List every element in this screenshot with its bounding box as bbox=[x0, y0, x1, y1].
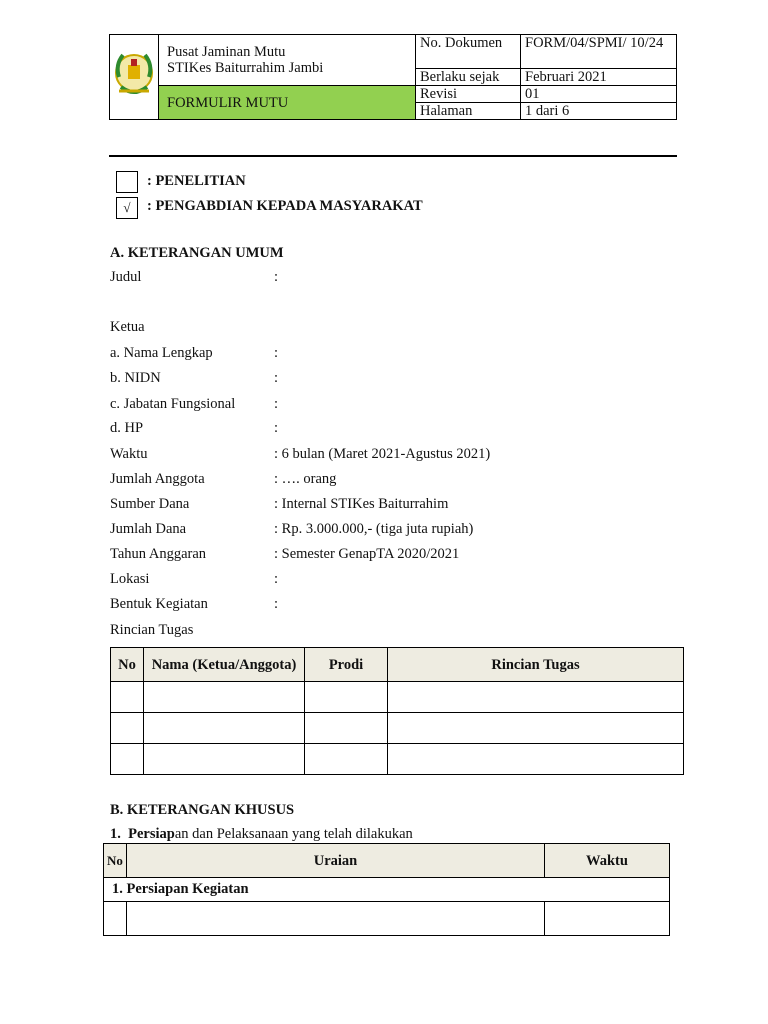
judul-colon: : bbox=[274, 269, 279, 285]
pengabdian-checkbox[interactable]: √ bbox=[116, 197, 138, 219]
table-cell[interactable] bbox=[305, 682, 388, 713]
field-label: Sumber Dana bbox=[110, 496, 190, 512]
table-row bbox=[104, 902, 670, 936]
rincian-tugas-label: Rincian Tugas bbox=[110, 622, 194, 638]
table-cell[interactable] bbox=[104, 902, 127, 936]
field-value: : Rp. 3.000.000,- (tiga juta rupiah) bbox=[274, 521, 474, 537]
doc-number-value: FORM/04/SPMI/ 10/24 bbox=[521, 35, 677, 69]
table-cell[interactable] bbox=[111, 713, 144, 744]
table-cell[interactable] bbox=[388, 682, 684, 713]
table-row bbox=[111, 713, 684, 744]
table-cell[interactable] bbox=[111, 682, 144, 713]
table-cell[interactable] bbox=[305, 713, 388, 744]
field-label: Bentuk Kegiatan bbox=[110, 596, 208, 612]
field-label: Waktu bbox=[110, 446, 148, 462]
revision-value: 01 bbox=[521, 86, 677, 103]
institution-name: Pusat Jaminan Mutu bbox=[167, 44, 286, 60]
field-label: Tahun Anggaran bbox=[110, 546, 207, 562]
table-cell[interactable] bbox=[388, 744, 684, 775]
field-value: : bbox=[274, 596, 279, 612]
col-header-uraian: Uraian bbox=[127, 844, 545, 878]
ketua-label: Ketua bbox=[110, 319, 145, 335]
page-label: Halaman bbox=[416, 103, 521, 120]
field-value: : Internal STIKes Baiturrahim bbox=[274, 496, 449, 512]
section-a-title: A. KETERANGAN UMUM bbox=[110, 245, 284, 261]
item-number: 1. bbox=[110, 826, 121, 842]
institution-subname: STIKes Baiturrahim Jambi bbox=[167, 60, 324, 76]
item-rest-text: an dan Pelaksanaan yang telah dilakukan bbox=[174, 826, 413, 842]
field-label: c. Jabatan Fungsional bbox=[110, 396, 236, 412]
col-header-no: No bbox=[111, 648, 144, 682]
col-header-prodi: Prodi bbox=[305, 648, 388, 682]
field-label: Lokasi bbox=[110, 571, 150, 587]
table-cell[interactable] bbox=[144, 713, 305, 744]
institution-logo bbox=[111, 47, 157, 103]
field-value: : bbox=[274, 420, 279, 436]
col-header-nama: Nama (Ketua/Anggota) bbox=[144, 648, 305, 682]
col-header-rincian: Rincian Tugas bbox=[388, 648, 684, 682]
penelitian-checkbox[interactable] bbox=[116, 171, 138, 193]
field-value: : …. orang bbox=[274, 471, 337, 487]
table-cell[interactable] bbox=[144, 744, 305, 775]
table-cell[interactable] bbox=[388, 713, 684, 744]
field-value: : bbox=[274, 345, 279, 361]
rincian-tugas-table bbox=[110, 647, 684, 775]
form-title: FORMULIR MUTU bbox=[159, 86, 416, 120]
col-header-waktu: Waktu bbox=[545, 844, 670, 878]
table-cell[interactable] bbox=[545, 902, 670, 936]
penelitian-label: : PENELITIAN bbox=[147, 173, 246, 189]
field-label: b. NIDN bbox=[110, 370, 161, 386]
judul-label: Judul bbox=[110, 269, 142, 285]
kegiatan-table bbox=[103, 843, 670, 936]
table-row bbox=[111, 682, 684, 713]
field-label: Jumlah Anggota bbox=[110, 471, 205, 487]
logo-cell bbox=[110, 35, 159, 120]
table-cell[interactable] bbox=[111, 744, 144, 775]
field-label: Jumlah Dana bbox=[110, 521, 187, 537]
revision-label: Revisi bbox=[416, 86, 521, 103]
table-cell[interactable] bbox=[305, 744, 388, 775]
doc-number-label: No. Dokumen bbox=[416, 35, 521, 69]
table-cell[interactable] bbox=[127, 902, 545, 936]
field-value: : bbox=[274, 370, 279, 386]
section-b-title: B. KETERANGAN KHUSUS bbox=[110, 802, 295, 818]
page-value: 1 dari 6 bbox=[521, 103, 677, 120]
header-divider bbox=[109, 155, 677, 157]
pengabdian-label: : PENGABDIAN KEPADA MASYARAKAT bbox=[147, 198, 423, 214]
field-value: : bbox=[274, 571, 279, 587]
field-value: : Semester GenapTA 2020/2021 bbox=[274, 546, 460, 562]
table-cell[interactable] bbox=[144, 682, 305, 713]
group-row-persiapan: 1. Persiapan Kegiatan bbox=[104, 878, 670, 902]
valid-since-label: Berlaku sejak bbox=[416, 69, 521, 86]
field-label: d. HP bbox=[110, 420, 144, 436]
field-value: : 6 bulan (Maret 2021-Agustus 2021) bbox=[274, 446, 491, 462]
field-label: a. Nama Lengkap bbox=[110, 345, 213, 361]
field-value: : bbox=[274, 396, 279, 412]
section-b-item-1 bbox=[110, 826, 413, 843]
valid-since-value: Februari 2021 bbox=[521, 69, 677, 86]
institution-cell bbox=[159, 35, 416, 86]
document-header-table bbox=[109, 34, 677, 120]
col-header-no: No bbox=[104, 844, 127, 878]
item-bold-text: Persiap bbox=[128, 826, 175, 842]
table-row bbox=[111, 744, 684, 775]
